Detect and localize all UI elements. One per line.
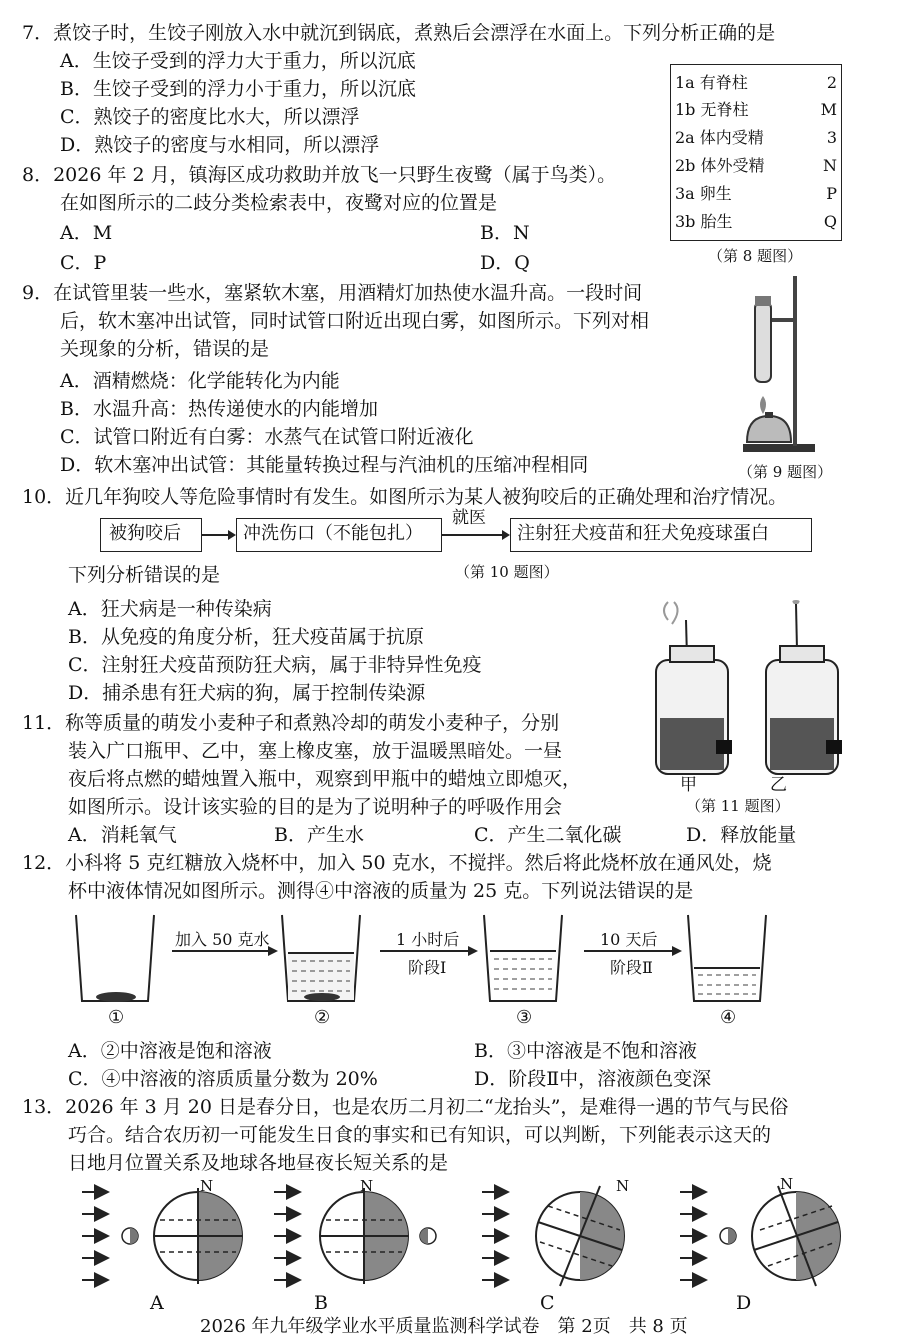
q10-option-d: D．捕杀患有狂犬病的狗，属于控制传染源	[68, 682, 426, 704]
q11-stem-line1: 11．称等质量的萌发小麦种子和煮熟冷却的萌发小麦种子，分别	[22, 712, 560, 734]
q10-question: 下列分析错误的是	[68, 564, 221, 586]
key-row-value: Q	[823, 212, 837, 231]
q11-stem-line3: 夜后将点燃的蜡烛置入瓶中，观察到甲瓶中的蜡烛立即熄灭，	[68, 768, 582, 790]
beaker-label-4: ④	[720, 1007, 737, 1028]
figure-label-c: C	[540, 1292, 555, 1314]
north-label-c: N	[616, 1177, 630, 1195]
q12-stem-line2: 杯中液体情况如图所示。测得④中溶液的质量为 25 克。下列说法错误的是	[68, 880, 694, 902]
q11-option-a: A．消耗氧气	[68, 824, 177, 846]
q9-caption: （第 9 题图）	[738, 463, 833, 481]
step-stage-1: 阶段Ⅰ	[408, 958, 447, 977]
q8-option-c: C．P	[60, 252, 107, 274]
q11-option-c: C．产生二氧化碳	[474, 824, 622, 846]
key-row-label: 3a 卵生	[675, 184, 732, 203]
page-footer: 2026 年九年级学业水平质量监测科学试卷 第 2页 共 8 页	[200, 1316, 688, 1337]
q12-option-b: B．③中溶液是不饱和溶液	[474, 1040, 697, 1062]
q13-stem-line2: 巧合。结合农历初一可能发生日食的事实和已有知识，可以判断，下列能表示这天的	[68, 1124, 772, 1146]
key-row-label: 1b 无脊柱	[675, 100, 749, 119]
q7-option-d: D．熟饺子的密度与水相同，所以漂浮	[60, 134, 380, 156]
figure-label-b: B	[314, 1292, 328, 1314]
q10-option-a: A．狂犬病是一种传染病	[68, 598, 272, 620]
q9-stem-line2: 后，软木塞冲出试管，同时试管口附近出现白雾，如图所示。下列对相	[60, 310, 650, 332]
q8-caption: （第 8 题图）	[708, 247, 803, 265]
north-label-d: N	[780, 1175, 794, 1193]
jar-label-jia: 甲	[680, 775, 697, 795]
q9-option-b: B．水温升高：热传递使水的内能增加	[60, 398, 378, 420]
q13-stem-line3: 日地月位置关系及地球各地昼夜长短关系的是	[68, 1152, 449, 1174]
q7-option-a: A．生饺子受到的浮力大于重力，所以沉底	[60, 50, 416, 72]
q12-option-d: D．阶段Ⅱ中，溶液颜色变深	[474, 1068, 712, 1090]
test-tube-heating-figure	[735, 272, 825, 462]
step-one-hour: 1 小时后	[396, 930, 460, 949]
seed-jars-figure	[648, 600, 868, 790]
key-row-label: 2b 体外受精	[675, 156, 765, 175]
dichotomous-key-table	[670, 64, 842, 241]
q11-caption: （第 11 题图）	[686, 797, 790, 815]
figure-label-d: D	[736, 1292, 752, 1314]
figure-label-a: A	[150, 1292, 164, 1314]
key-row-label: 1a 有脊柱	[675, 73, 748, 92]
q10-caption: （第 10 题图）	[455, 563, 559, 581]
q9-stem-line3: 关现象的分析，错误的是	[60, 338, 270, 360]
q8-stem-line2: 在如图所示的二歧分类检索表中，夜鹭对应的位置是	[60, 192, 498, 214]
flow-step-vaccine-label: 注射狂犬疫苗和狂犬免疫球蛋白	[517, 523, 769, 544]
key-row-label: 3b 胎生	[675, 212, 733, 231]
step-ten-days: 10 天后	[600, 930, 658, 949]
key-row-value: 3	[826, 128, 837, 147]
sugar-beakers-figure	[0, 905, 912, 1035]
q10-stem: 10．近几年狗咬人等危险事情时有发生。如图所示为某人被狗咬后的正确处理和治疗情况。	[22, 486, 788, 508]
q9-stem-line1: 9．在试管里装一些水，塞紧软木塞，用酒精灯加热使水温升高。一段时间	[22, 282, 643, 304]
q11-stem-line4: 如图所示。设计该实验的目的是为了说明种子的呼吸作用会	[68, 796, 563, 818]
q9-option-d: D．软木塞冲出试管：其能量转换过程与汽油机的压缩冲程相同	[60, 454, 589, 476]
north-label-b: N	[360, 1177, 374, 1195]
q9-option-c: C．试管口附近有白雾：水蒸气在试管口附近液化	[60, 426, 474, 448]
q11-option-d: D．释放能量	[686, 824, 797, 846]
q8-stem-line1: 8．2026 年 2 月，镇海区成功救助并放飞一只野生夜鹭（属于鸟类）。	[22, 164, 617, 186]
q10-option-c: C．注射狂犬疫苗预防狂犬病，属于非特异性免疫	[68, 654, 482, 676]
q8-option-d: D．Q	[480, 252, 530, 274]
key-row-value: M	[820, 100, 837, 119]
q7-stem: 7．煮饺子时，生饺子刚放入水中就沉到锅底，煮熟后会漂浮在水面上。下列分析正确的是	[22, 22, 776, 44]
beaker-label-2: ②	[314, 1007, 331, 1028]
q11-option-b: B．产生水	[274, 824, 364, 846]
jar-label-yi: 乙	[770, 775, 787, 795]
key-row-value: 2	[826, 73, 837, 92]
q13-stem-line1: 13．2026 年 3 月 20 日是春分日，也是农历二月初二“龙抬头”，是难得一遇的节气与民俗	[22, 1096, 789, 1118]
key-row-value: N	[823, 156, 837, 175]
earth-moon-sun-figure	[0, 1180, 912, 1300]
flow-step-bitten-label: 被狗咬后	[109, 523, 181, 544]
q10-option-b: B．从免疫的角度分析，狂犬疫苗属于抗原	[68, 626, 424, 648]
q12-option-c: C．④中溶液的溶质质量分数为 20%	[68, 1068, 378, 1090]
flow-step-wash-label: 冲洗伤口（不能包扎）	[243, 523, 423, 544]
beaker-label-3: ③	[516, 1007, 533, 1028]
step-stage-2: 阶段Ⅱ	[610, 958, 653, 977]
beaker-label-1: ①	[108, 1007, 125, 1028]
q7-option-c: C．熟饺子的密度比水大，所以漂浮	[60, 106, 360, 128]
flow-arrow-label: 就医	[452, 508, 486, 528]
step-add-water: 加入 50 克水	[175, 930, 270, 949]
q12-stem-line1: 12．小科将 5 克红糖放入烧杯中，加入 50 克水，不搅拌。然后将此烧杯放在通风处，烧	[22, 852, 772, 874]
key-row-value: P	[826, 184, 837, 203]
north-label-a: N	[200, 1177, 214, 1195]
q11-stem-line2: 装入广口瓶甲、乙中，塞上橡皮塞，放于温暖黑暗处。一昼	[68, 740, 563, 762]
q8-option-b: B．N	[480, 222, 530, 244]
q7-option-b: B．生饺子受到的浮力小于重力，所以沉底	[60, 78, 416, 100]
q9-option-a: A．酒精燃烧：化学能转化为内能	[60, 370, 340, 392]
key-row-label: 2a 体内受精	[675, 128, 764, 147]
q12-option-a: A．②中溶液是饱和溶液	[68, 1040, 272, 1062]
q8-option-a: A．M	[60, 222, 113, 244]
